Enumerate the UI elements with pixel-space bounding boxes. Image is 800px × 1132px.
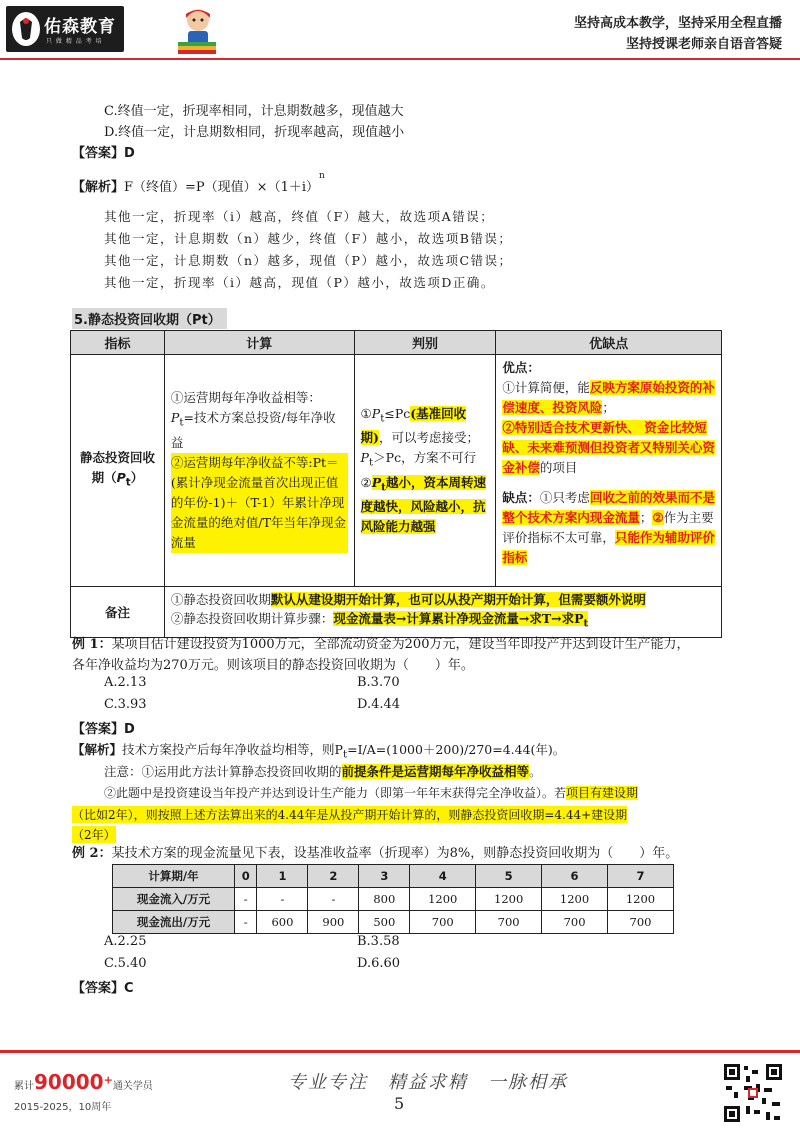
table-header: 计算期/年	[113, 865, 235, 888]
answer-value: D	[124, 146, 135, 161]
header-divider	[0, 58, 800, 60]
example2-option-b: B.3.58	[357, 934, 400, 949]
qr-code-icon	[722, 1062, 784, 1124]
analysis-exponent: n	[319, 170, 325, 181]
header-slogan-2: 坚持授课老师亲自语音答疑	[625, 37, 782, 52]
remark-cell: ①静态投资回收期默认从建设期开始计算，也可以从投产期开始计算，但需要额外说明 ②静态投资回收期计算步骤：现金流量表→计算累计净现金流量→求T→求$P_t$	[164, 587, 721, 638]
example1-line2: 各年净收益均为270万元。则该项目的静态投资回收期为（ ）年。	[72, 658, 474, 673]
table-header: 计算	[164, 331, 354, 355]
example1-answer: 【答案】D	[72, 722, 135, 737]
indicator-cell: 静态投资回收期$(P_t)$	[71, 355, 165, 587]
example1-analysis: 【解析】技术方案投产后每年净收益均相等，则$P_t=I/A=(1000+200)/270=4.44$(年)。	[72, 742, 566, 761]
option-c: C.终值一定，折现率相同，计息期数越多，现值越大	[104, 104, 404, 119]
footer-motto: 专业专注 精益求精 一脉相承	[288, 1072, 568, 1093]
analysis-item: 其他一定，计息期数（n）越少，终值（F）越小，故选项B错误；	[104, 231, 513, 246]
logo-subtitle: 只 做 精 品 考 培	[46, 38, 103, 45]
table-header: 判别	[354, 331, 496, 355]
example1-note-2-end: （2年）	[72, 828, 116, 842]
payback-table	[70, 330, 722, 638]
remark-label: 备注	[71, 587, 165, 638]
table-header: 0	[235, 865, 257, 888]
analysis-item: 其他一定，折现率（i）越高，现值（P）越小，故选项D正确。	[104, 275, 495, 290]
table-header: 2	[308, 865, 359, 888]
example1-option-a: A.2.13	[104, 675, 147, 690]
table-header: 7	[608, 865, 674, 888]
logo-text: 佑森教育	[44, 17, 116, 37]
pros-cons-cell: 优点： ①计算简便，能反映方案原始投资的补偿速度、投资风险； ②特别适合技术更新快、 资金比较短缺、未来难预测但投资者又特别关心资金补偿的项目 缺点：①只考虑回收之前的效果而不是整个技术方案内现金流量；②作为主要评价指标不太可靠，只能作为辅助评价指标	[496, 355, 722, 587]
example2-option-a: A.2.25	[104, 934, 147, 949]
example2-answer: 【答案】C	[72, 981, 134, 996]
table-row: 现金流出/万元 - 600 900 500 700 700 700 700	[113, 911, 674, 934]
table-header: 1	[257, 865, 308, 888]
table-header: 3	[359, 865, 410, 888]
example2-option-d: D.6.60	[357, 956, 401, 971]
cashflow-table	[112, 864, 674, 934]
analysis-item: 其他一定，折现率（i）越高，终值（F）越大，故选项A错误；	[104, 209, 495, 224]
table-header: 4	[410, 865, 476, 888]
header-slogan-1: 坚持高成本教学，坚持采用全程直播	[573, 16, 782, 31]
table-header: 5	[476, 865, 542, 888]
example1-line1: 例 1：某项目估计建设投资为1000万元，全部流动资金为200万元，建设当年即投产并达到设计生产能力，	[72, 637, 690, 652]
example2-question: 例 2：某技术方案的现金流量见下表，设基准收益率（折现率）为8%，则静态投资回收期为（ ）年。	[72, 846, 679, 861]
footer-learner-count: 累计90000+通关学员	[14, 1070, 153, 1094]
example1-note-2-cont: （比如2年），则按照上述方法算出来的4.44年是从投产期开始计算的，则静态投资回收期=4.44+建设期	[72, 808, 628, 822]
calc-cell: ①运营期每年净收益相等： $P_t=$技术方案总投资/每年净收益 ②运营期每年净收益不等:Pt＝(累计净现金流量首次出现正值的年份-1)＋（T-1）年累计净现金流量的绝对值/T年当年净现金流量	[164, 355, 354, 587]
example1-note-2: ②此题中是投资建设当年投产并达到设计生产能力（即第一年年末获得完全净收益）。若项目有建设期	[104, 786, 639, 800]
section-title: 5.静态投资回收期（Pt）	[72, 308, 227, 329]
table-header: 6	[542, 865, 608, 888]
judge-cell: $①P_t\le Pc$(基准回收期)，可以考虑接受； $P_t>Pc$，方案不可行 $②P_t$越小，资本周转速度越快，风险越小，抗风险能力越强	[354, 355, 496, 587]
example2-option-c: C.5.40	[104, 956, 147, 971]
example1-option-d: D.4.44	[357, 697, 401, 712]
example1-option-b: B.3.70	[357, 675, 400, 690]
table-header: 指标	[71, 331, 165, 355]
example1-option-c: C.3.93	[104, 697, 147, 712]
table-header: 优缺点	[496, 331, 722, 355]
footer-years: 2015-2025，10周年	[14, 1102, 112, 1113]
option-d: D.终值一定，计息期数相同，折现率越高，现值越小	[104, 125, 405, 140]
analysis-formula: F（终值）=P（现值）×（1＋i）	[124, 180, 319, 195]
analysis-item: 其他一定，计息期数（n）越多，现值（P）越小，故选项C错误；	[104, 253, 513, 268]
analysis-line	[72, 170, 325, 195]
answer-line	[72, 142, 135, 161]
logo-mark-icon	[12, 12, 40, 46]
analysis-label: 【解析】	[72, 180, 125, 195]
example1-note-1: 注意：①运用此方法计算静态投资回收期的前提条件是运营期每年净收益相等。	[104, 764, 542, 779]
mascot-icon	[168, 6, 226, 54]
answer-label: 【答案】	[72, 146, 125, 161]
footer-divider	[0, 1050, 800, 1053]
table-row: 现金流入/万元 - - - 800 1200 1200 1200 1200	[113, 888, 674, 911]
page-number: 5	[394, 1094, 405, 1113]
